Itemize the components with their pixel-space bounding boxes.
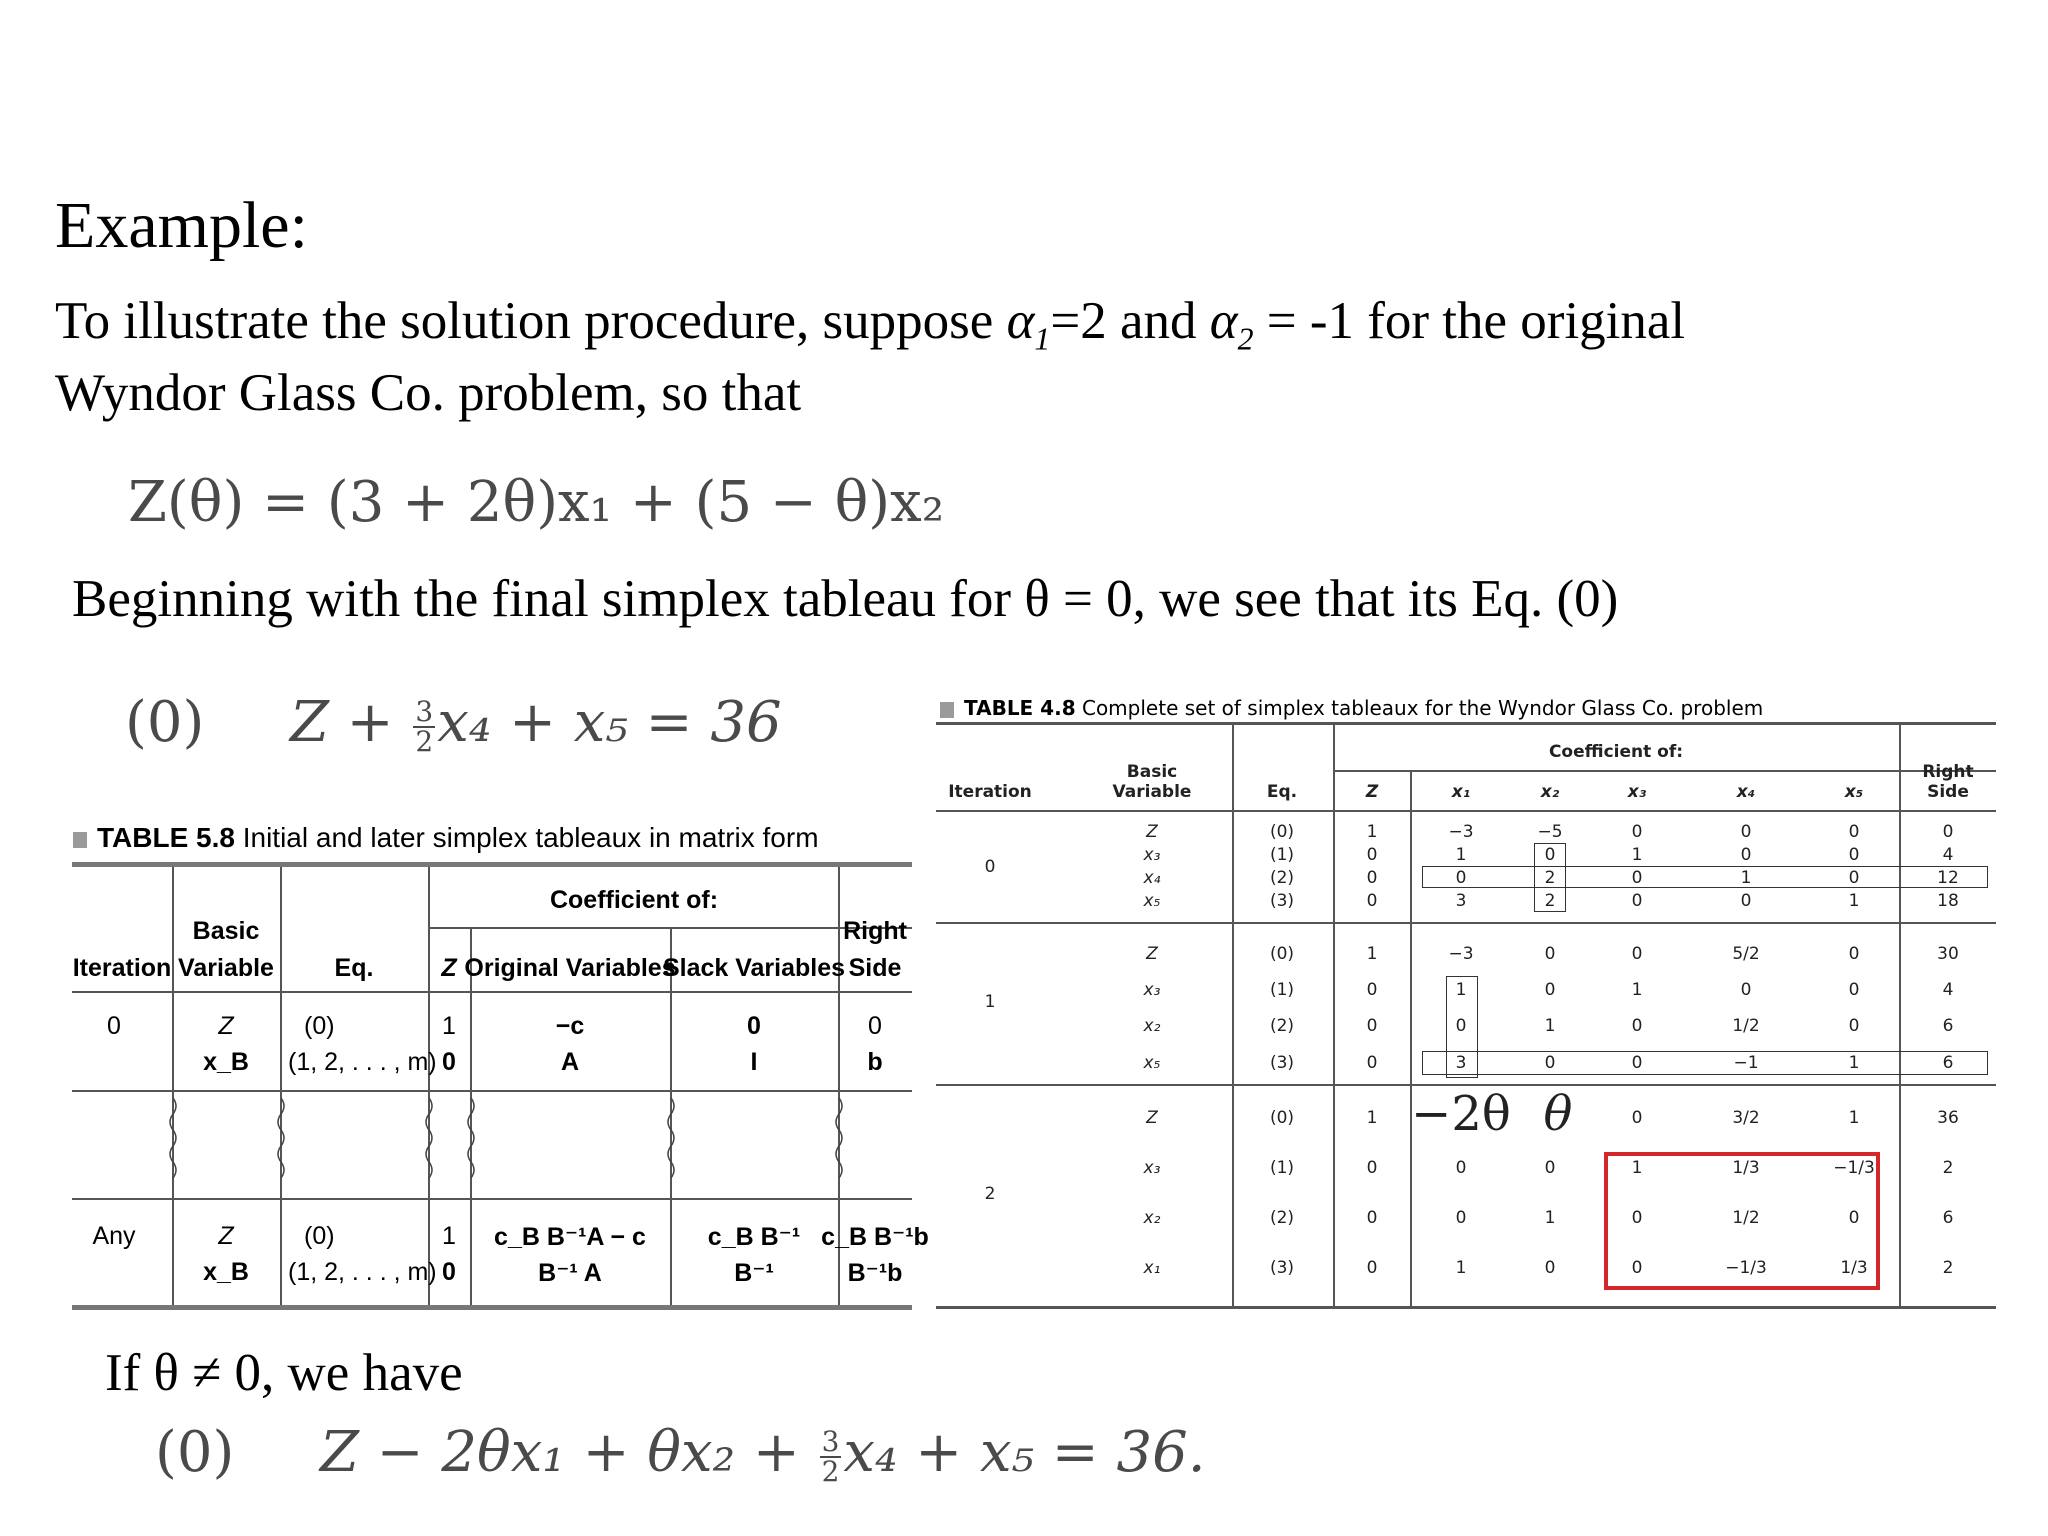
t48-cell: 0 <box>1366 845 1378 865</box>
t48-cell: 0 <box>1455 1208 1467 1228</box>
t48-cell: 2 <box>1942 1258 1954 1278</box>
t48-header-col: x₁ <box>1451 782 1471 802</box>
t48-cell: (2) <box>1269 868 1295 888</box>
t48-header-variable: Variable <box>1112 782 1192 802</box>
t48-cell: (3) <box>1269 891 1295 911</box>
t48-cell: 0 <box>1544 1053 1556 1073</box>
eq-label: (0) <box>155 1420 235 1485</box>
table-4-8-caption <box>940 696 1763 720</box>
t48-cell: x₃ <box>1143 845 1161 865</box>
t48-cell: 3 <box>1455 891 1467 911</box>
t48-cell: 1 <box>1455 845 1467 865</box>
t48-cell: 0 <box>1366 1016 1378 1036</box>
t48-cell: 1 <box>1848 1053 1860 1073</box>
t58-header-iteration: Iteration <box>72 954 172 982</box>
alpha-2-subscript: 2 <box>1237 321 1254 357</box>
t48-cell-theta: θ <box>1543 1086 1573 1142</box>
table-4-8 <box>936 722 1996 1310</box>
t48-cell: 0 <box>1455 868 1467 888</box>
t48-cell-minus-2-theta: −2θ <box>1411 1086 1511 1142</box>
t58-cell: (0) <box>304 1222 335 1250</box>
eq-rest: x₄ + x₅ = 36. <box>843 1420 1206 1485</box>
t48-cell: 0 <box>1848 845 1860 865</box>
t48-cell: 0 <box>1544 845 1556 865</box>
t48-header-col: x₅ <box>1844 782 1864 802</box>
t48-cell: 0 <box>1631 891 1643 911</box>
t48-cell: (2) <box>1269 1208 1295 1228</box>
t48-cell: 0 <box>1455 1158 1467 1178</box>
table-5-8-caption <box>73 822 819 854</box>
t48-cell: x₃ <box>1143 980 1161 1000</box>
t48-cell: 6 <box>1942 1053 1954 1073</box>
t48-cell: 1 <box>1631 845 1643 865</box>
t48-cell: (3) <box>1269 1053 1295 1073</box>
t48-cell: 1 <box>1455 1258 1467 1278</box>
t48-cell: 0 <box>1740 891 1752 911</box>
t58-cell: (1, 2, . . . , m) <box>288 1258 437 1286</box>
t48-cell: 36 <box>1937 1108 1959 1128</box>
t58-cell: 0 <box>442 1048 456 1076</box>
t58-header-eq: Eq. <box>334 954 374 982</box>
t58-cell: −c <box>555 1012 585 1040</box>
t48-cell: 1/2 <box>1732 1208 1760 1228</box>
t48-cell: 0 <box>1544 1158 1556 1178</box>
t58-cell: 0 <box>747 1012 761 1040</box>
t48-cell: (0) <box>1269 822 1295 842</box>
t48-cell: 0 <box>1848 980 1860 1000</box>
t48-cell: 1 <box>1544 1208 1556 1228</box>
intro-text-b: =2 and <box>1050 292 1210 350</box>
t48-cell: x₂ <box>1143 1016 1161 1036</box>
caption-number: TABLE 4.8 <box>964 696 1076 720</box>
t58-header-side: Side <box>848 954 902 982</box>
t48-cell: Z <box>1146 1108 1158 1128</box>
eq-rest: x₄ + x₅ = 36 <box>437 690 782 755</box>
t58-cell: Z <box>218 1222 234 1250</box>
caption-text: Initial and later simplex tableaux in matrix form <box>242 822 819 853</box>
eq-lhs: Z − 2θx₁ + θx₂ + <box>319 1420 800 1485</box>
t48-cell: 1 <box>1848 891 1860 911</box>
t48-cell: 0 <box>1848 822 1860 842</box>
frac-den: 2 <box>821 1454 840 1488</box>
t58-header-orig: Original Variables <box>464 954 676 982</box>
t58-cell: c_B B⁻¹ <box>707 1223 801 1251</box>
t48-header-right: Right <box>1922 762 1974 782</box>
t48-cell: 30 <box>1937 944 1959 964</box>
caption-square-icon <box>73 832 87 848</box>
t48-cell: 0 <box>1544 944 1556 964</box>
t58-cell: Z <box>218 1012 234 1040</box>
t48-cell: 0 <box>1455 1016 1467 1036</box>
t58-header-z: Z <box>441 954 457 982</box>
beginning-text: Beginning with the final simplex tableau for θ = 0, we see that its Eq. (0) <box>72 570 1619 628</box>
t48-cell: 0 <box>1544 1258 1556 1278</box>
intro-line-1 <box>55 290 1685 371</box>
t48-cell: 3 <box>1455 1053 1467 1073</box>
t48-cell: (1) <box>1269 845 1295 865</box>
t48-cell: 4 <box>1942 845 1954 865</box>
t58-cell: B⁻¹ A <box>538 1259 602 1287</box>
t48-cell: 0 <box>1631 944 1643 964</box>
t48-cell: 12 <box>1937 868 1959 888</box>
t48-cell: 0 <box>1366 868 1378 888</box>
t48-cell: 0 <box>1740 845 1752 865</box>
t48-cell: −3 <box>1448 822 1474 842</box>
t48-cell: 2 <box>1544 891 1556 911</box>
t48-cell: −5 <box>1537 822 1563 842</box>
intro-text-c: = -1 for the original <box>1253 292 1686 350</box>
pivot-row-box <box>1422 1051 1988 1075</box>
t48-cell: 0 <box>1848 868 1860 888</box>
intro-text-a: To illustrate the solution procedure, suppose <box>55 292 1007 350</box>
t58-cell: x_B <box>203 1048 249 1076</box>
t58-header-basic: Basic <box>192 917 260 945</box>
t48-header-basic: Basic <box>1126 762 1178 782</box>
t48-cell: 0 <box>1366 1258 1378 1278</box>
t48-cell: x₅ <box>1143 1053 1161 1073</box>
t58-cell: 0 <box>868 1012 882 1040</box>
t48-header-col: x₂ <box>1540 782 1560 802</box>
t48-cell: (3) <box>1269 1258 1295 1278</box>
frac-den: 2 <box>415 724 434 758</box>
t48-cell: (0) <box>1269 1108 1295 1128</box>
t48-cell: 1 <box>1631 1158 1643 1178</box>
t48-cell: 6 <box>1942 1016 1954 1036</box>
t58-cell: 1 <box>442 1222 456 1250</box>
t58-header-variable: Variable <box>178 954 274 982</box>
t48-cell: −1/3 <box>1725 1258 1767 1278</box>
t48-cell: x₁ <box>1143 1258 1161 1278</box>
t48-cell: 1 <box>1366 822 1378 842</box>
t48-header-col: x₄ <box>1736 782 1756 802</box>
t48-cell: 3/2 <box>1732 1108 1760 1128</box>
t48-header-coef: Coefficient of: <box>1548 742 1684 762</box>
t58-header-slack: Slack Variables <box>662 954 846 982</box>
t58-cell: c_B B⁻¹A − c <box>494 1223 646 1251</box>
caption-square-icon <box>940 702 954 718</box>
t58-header-right: Right <box>843 917 907 945</box>
t48-cell: 0 <box>1366 1053 1378 1073</box>
frac-num: 3 <box>415 694 434 728</box>
alpha-1-symbol: α <box>1006 292 1035 350</box>
t48-cell: 1 <box>1631 980 1643 1000</box>
alpha-1-subscript: 1 <box>1034 321 1051 357</box>
t48-cell: 2 <box>1544 868 1556 888</box>
equation-0-theta-zero <box>125 690 782 756</box>
if-theta-nonzero-text: If θ ≠ 0, we have <box>105 1344 463 1402</box>
t48-cell: 1/3 <box>1840 1258 1868 1278</box>
t48-cell: 0 <box>1631 1053 1643 1073</box>
t48-cell: x₃ <box>1143 1158 1161 1178</box>
table-break-marks <box>72 1092 912 1198</box>
t48-cell: 0 <box>1942 822 1954 842</box>
t48-cell: 0 <box>1631 1258 1643 1278</box>
intro-line-2: Wyndor Glass Co. problem, so that <box>55 364 802 422</box>
t48-cell: 1 <box>1366 944 1378 964</box>
t48-cell: 0 <box>1848 944 1860 964</box>
t48-iteration-0: 0 <box>984 857 996 877</box>
t48-cell: 1/3 <box>1732 1158 1760 1178</box>
t58-header-coef: Coefficient of: <box>549 886 719 914</box>
t48-header-col: Z <box>1365 782 1379 802</box>
t48-cell: 0 <box>1631 1108 1643 1128</box>
t48-cell: x₄ <box>1143 868 1161 888</box>
t48-cell: 2 <box>1942 1158 1954 1178</box>
t58-cell: x_B <box>203 1258 249 1286</box>
t48-cell: 5/2 <box>1732 944 1760 964</box>
t58-cell: I <box>750 1048 758 1076</box>
t48-cell: −1/3 <box>1833 1158 1875 1178</box>
t48-cell: (2) <box>1269 1016 1295 1036</box>
t48-cell: 0 <box>1631 1016 1643 1036</box>
t48-cell: x₂ <box>1143 1208 1161 1228</box>
t48-cell: Z <box>1146 944 1158 964</box>
t58-cell: 1 <box>442 1012 456 1040</box>
t48-cell: 1 <box>1848 1108 1860 1128</box>
t48-cell: 18 <box>1937 891 1959 911</box>
t48-cell: 1 <box>1544 1016 1556 1036</box>
equation-0-theta-nonzero <box>155 1420 1206 1486</box>
t48-cell: (1) <box>1269 980 1295 1000</box>
t48-cell: 0 <box>1848 1016 1860 1036</box>
t48-cell: −1 <box>1733 1053 1759 1073</box>
t48-cell: 1 <box>1455 980 1467 1000</box>
t58-cell: B⁻¹b <box>847 1259 903 1287</box>
t48-cell: 0 <box>1631 822 1643 842</box>
t58-cell: A <box>560 1048 580 1076</box>
t48-cell: 0 <box>1544 980 1556 1000</box>
b-inverse-highlight-box <box>1604 1152 1880 1290</box>
t48-cell: 0 <box>1631 1208 1643 1228</box>
t48-cell: 1/2 <box>1732 1016 1760 1036</box>
t48-cell: 0 <box>1740 980 1752 1000</box>
t48-header-side: Side <box>1927 782 1969 802</box>
t48-iteration-2: 2 <box>984 1184 996 1204</box>
t48-cell: 0 <box>1366 1208 1378 1228</box>
eq-lhs: Z + <box>289 690 394 755</box>
t48-cell: 6 <box>1942 1208 1954 1228</box>
t58-cell: (0) <box>304 1012 335 1040</box>
t48-cell: 0 <box>1366 1158 1378 1178</box>
t48-cell: 1 <box>1366 1108 1378 1128</box>
t58-iteration-0: 0 <box>107 1012 121 1040</box>
frac-num: 3 <box>821 1424 840 1458</box>
t58-cell: (1, 2, . . . , m) <box>288 1048 437 1076</box>
t48-cell: Z <box>1146 822 1158 842</box>
slide-heading: Example: <box>55 189 308 262</box>
t48-cell: 4 <box>1942 980 1954 1000</box>
t48-header-eq: Eq. <box>1266 782 1298 802</box>
t48-iteration-1: 1 <box>984 992 996 1012</box>
t48-cell: (1) <box>1269 1158 1295 1178</box>
t48-cell: x₅ <box>1143 891 1161 911</box>
caption-number: TABLE 5.8 <box>97 822 235 853</box>
eq-label: (0) <box>125 690 205 755</box>
fraction-three-halves <box>820 1424 842 1488</box>
t48-cell: 0 <box>1740 822 1752 842</box>
t48-cell: (0) <box>1269 944 1295 964</box>
t48-cell: −3 <box>1448 944 1474 964</box>
t48-cell: 1 <box>1740 868 1752 888</box>
t58-cell: B⁻¹ <box>734 1259 774 1287</box>
t48-header-iteration: Iteration <box>948 782 1032 802</box>
t48-cell: 0 <box>1848 1208 1860 1228</box>
pivot-row-box <box>1422 866 1988 888</box>
alpha-2-symbol: α <box>1209 292 1238 350</box>
t58-cell: 0 <box>442 1258 456 1286</box>
t58-cell: c_B B⁻¹b <box>821 1223 929 1251</box>
fraction-three-halves <box>413 694 435 758</box>
t58-cell: b <box>867 1048 883 1076</box>
table-5-8 <box>72 862 929 1310</box>
t48-header-col: x₃ <box>1627 782 1647 802</box>
caption-text: Complete set of simplex tableaux for the Wyndor Glass Co. problem <box>1081 696 1764 720</box>
t48-cell: 0 <box>1366 980 1378 1000</box>
objective-function-equation: Z(θ) = (3 + 2θ)x₁ + (5 − θ)x₂ <box>128 470 945 535</box>
t58-iteration-any: Any <box>92 1222 136 1250</box>
t48-cell: 0 <box>1631 868 1643 888</box>
t48-cell: 0 <box>1366 891 1378 911</box>
